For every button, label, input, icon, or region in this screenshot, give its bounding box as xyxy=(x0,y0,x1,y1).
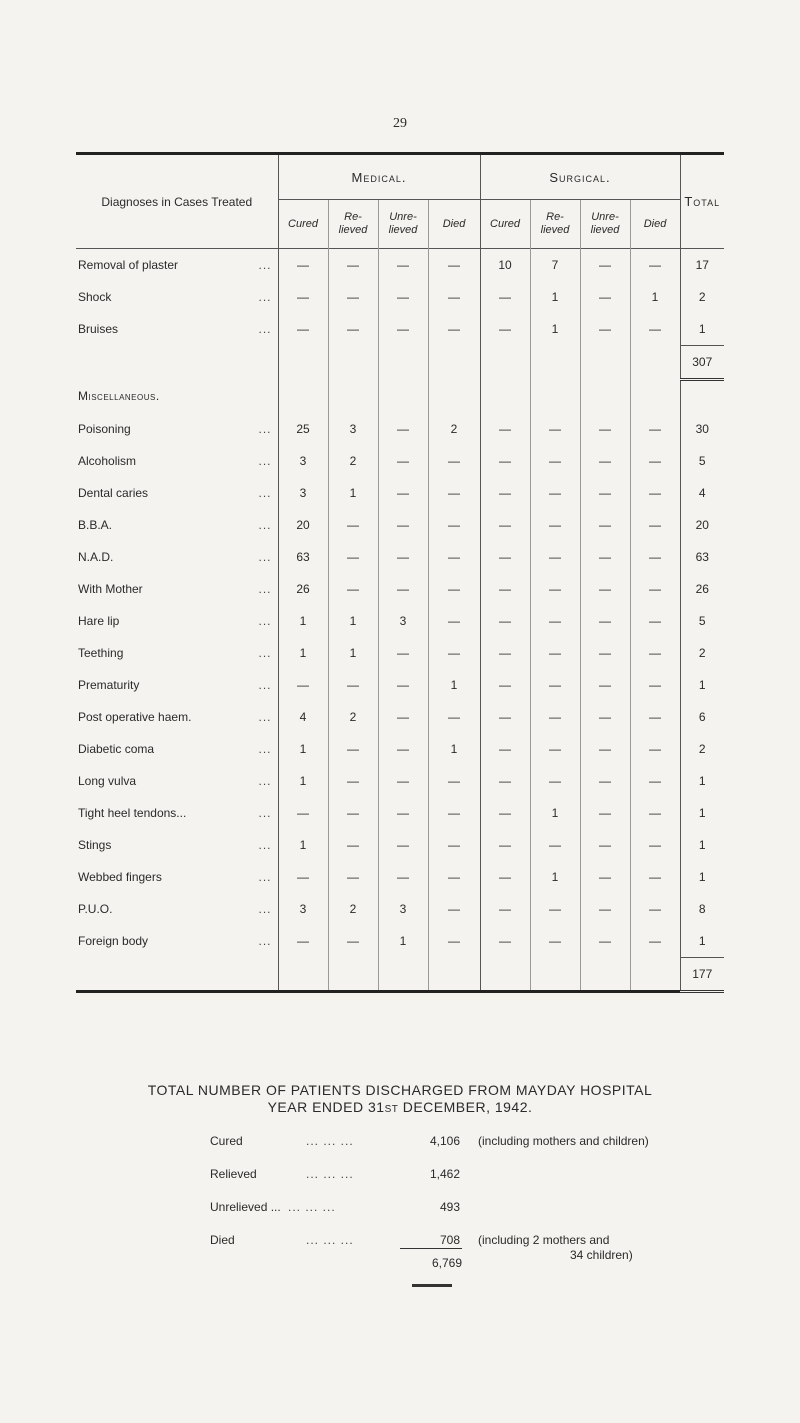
table-cell: — xyxy=(630,637,680,669)
table-cell: 1 xyxy=(328,605,378,637)
table-cell: 10 xyxy=(480,249,530,281)
table-cell: — xyxy=(428,541,480,573)
row-total: 6 xyxy=(680,701,724,733)
table-cell: — xyxy=(580,541,630,573)
table-cell: — xyxy=(530,829,580,861)
row-total: 1 xyxy=(680,765,724,797)
row-total: 20 xyxy=(680,509,724,541)
table-cell: — xyxy=(580,313,630,346)
table-cell: 1 xyxy=(378,925,428,958)
table-cell: — xyxy=(428,829,480,861)
table-cell: — xyxy=(328,313,378,346)
table-cell: 1 xyxy=(278,733,328,765)
table-cell: — xyxy=(378,637,428,669)
table-cell: 1 xyxy=(630,281,680,313)
sub-header-0: Cured xyxy=(278,200,328,249)
table-cell: 2 xyxy=(328,701,378,733)
table-cell: — xyxy=(630,605,680,637)
table-cell: 25 xyxy=(278,413,328,445)
table-cell: 3 xyxy=(378,605,428,637)
subtotal-top: 307 xyxy=(680,346,724,380)
table-cell: — xyxy=(630,893,680,925)
table-cell: — xyxy=(378,669,428,701)
medical-header: Medical. xyxy=(278,155,480,200)
table-cell: — xyxy=(580,445,630,477)
table-cell: 1 xyxy=(428,669,480,701)
table-cell: — xyxy=(480,445,530,477)
table-cell: — xyxy=(480,477,530,509)
table-row xyxy=(76,669,724,701)
row-label: Post operative haem. ... xyxy=(78,710,272,724)
summary-label: Cured xyxy=(210,1134,243,1148)
sub-header-1: Re- lieved xyxy=(328,200,378,249)
table-cell: — xyxy=(328,765,378,797)
table-cell: — xyxy=(580,893,630,925)
table-cell: — xyxy=(480,413,530,445)
row-total: 1 xyxy=(680,829,724,861)
summary-value: 708 xyxy=(439,1233,460,1247)
table-cell: — xyxy=(630,669,680,701)
sub-header-2: Unre- lieved xyxy=(378,200,428,249)
table-cell: — xyxy=(328,925,378,958)
table-cell: — xyxy=(480,797,530,829)
sub-header-6: Unre- lieved xyxy=(580,200,630,249)
row-label: B.B.A. ... xyxy=(78,518,272,532)
table-cell: — xyxy=(530,509,580,541)
summary-label: Relieved xyxy=(210,1167,257,1181)
table-cell: — xyxy=(630,733,680,765)
row-label: Diabetic coma ... xyxy=(78,742,272,756)
table-cell: — xyxy=(328,797,378,829)
table-cell: — xyxy=(530,637,580,669)
table-cell: — xyxy=(328,733,378,765)
section-row xyxy=(76,380,724,414)
table-row xyxy=(76,413,724,445)
grand-total-underline xyxy=(412,1284,452,1287)
table-cell: — xyxy=(378,765,428,797)
table-cell: — xyxy=(428,797,480,829)
table-cell: 3 xyxy=(378,893,428,925)
table-cell: — xyxy=(530,477,580,509)
subtotal-misc: 177 xyxy=(680,958,724,992)
table-cell: — xyxy=(378,413,428,445)
table-cell: 26 xyxy=(278,573,328,605)
summary-row: Cured ... ... ... 4,106 (including mothers and children) xyxy=(210,1134,649,1148)
table-cell: 1 xyxy=(530,797,580,829)
table-cell: — xyxy=(580,925,630,958)
table-cell: — xyxy=(630,413,680,445)
table-row xyxy=(76,861,724,893)
table-cell: — xyxy=(328,541,378,573)
table-cell: — xyxy=(378,509,428,541)
table-row xyxy=(76,477,724,509)
rows-misc xyxy=(76,413,724,958)
diagnoses-table xyxy=(76,152,724,993)
row-label: Hare lip ... xyxy=(78,614,272,628)
table-cell: — xyxy=(278,669,328,701)
summary-value: 1,462 xyxy=(429,1167,460,1181)
table-cell: 1 xyxy=(278,829,328,861)
row-total: 30 xyxy=(680,413,724,445)
table-row xyxy=(76,829,724,861)
table-cell: 2 xyxy=(328,893,378,925)
row-total: 1 xyxy=(680,669,724,701)
table-row xyxy=(76,445,724,477)
table-cell: — xyxy=(630,701,680,733)
table-cell: 1 xyxy=(278,605,328,637)
table-cell: — xyxy=(428,765,480,797)
table-cell: 1 xyxy=(530,281,580,313)
table-cell: 1 xyxy=(428,733,480,765)
row-total: 2 xyxy=(680,637,724,669)
table-cell: — xyxy=(378,445,428,477)
table-cell: — xyxy=(580,637,630,669)
table-cell: — xyxy=(378,797,428,829)
table-row xyxy=(76,893,724,925)
table-cell: — xyxy=(428,893,480,925)
table-row xyxy=(76,925,724,958)
table-cell: — xyxy=(378,701,428,733)
table-cell: — xyxy=(378,733,428,765)
table-cell: — xyxy=(428,925,480,958)
table-cell: — xyxy=(630,509,680,541)
table-cell: 4 xyxy=(278,701,328,733)
section-label: Miscellaneous. xyxy=(78,389,160,404)
row-total: 17 xyxy=(680,249,724,281)
summary-note: (including mothers and children) xyxy=(478,1134,649,1148)
table-cell: — xyxy=(630,765,680,797)
grand-total: 6,769 xyxy=(400,1248,462,1270)
table-cell: — xyxy=(378,861,428,893)
sub-header-4: Cured xyxy=(480,200,530,249)
table-row xyxy=(76,249,724,281)
row-label: N.A.D. ... xyxy=(78,550,272,564)
subtotal-top-row xyxy=(76,346,724,380)
row-label: Bruises ... xyxy=(78,322,272,337)
table-cell: — xyxy=(278,313,328,346)
row-total: 8 xyxy=(680,893,724,925)
table-cell: — xyxy=(480,829,530,861)
surgical-header: Surgical. xyxy=(480,155,680,200)
table-row xyxy=(76,765,724,797)
diagnoses-header: Diagnoses in Cases Treated xyxy=(101,194,253,209)
table-cell: — xyxy=(278,861,328,893)
row-label: Teething ... xyxy=(78,646,272,660)
table-cell: — xyxy=(580,861,630,893)
table-cell: — xyxy=(530,573,580,605)
table-cell: — xyxy=(530,765,580,797)
table-cell: — xyxy=(378,249,428,281)
table-cell: — xyxy=(630,829,680,861)
table-cell: — xyxy=(580,509,630,541)
table-cell: — xyxy=(278,281,328,313)
row-total: 63 xyxy=(680,541,724,573)
table-cell: — xyxy=(480,573,530,605)
table-cell: — xyxy=(328,281,378,313)
table-cell: — xyxy=(480,925,530,958)
table-cell: — xyxy=(480,637,530,669)
table-cell: — xyxy=(580,765,630,797)
summary-note: (including 2 mothers and xyxy=(478,1233,610,1247)
table-cell: — xyxy=(480,313,530,346)
row-label: Dental caries ... xyxy=(78,486,272,500)
row-total: 26 xyxy=(680,573,724,605)
sub-header-7: Died xyxy=(630,200,680,249)
table-cell: — xyxy=(580,573,630,605)
table-cell: 20 xyxy=(278,509,328,541)
table-cell: — xyxy=(630,477,680,509)
table-cell: 2 xyxy=(328,445,378,477)
row-total: 1 xyxy=(680,861,724,893)
table-row xyxy=(76,313,724,346)
table-cell: — xyxy=(530,413,580,445)
table-row xyxy=(76,573,724,605)
table-cell: — xyxy=(580,701,630,733)
summary-label: Unrelieved ... xyxy=(210,1200,281,1214)
summary-label: Died xyxy=(210,1233,235,1247)
row-label: Tight heel tendons... ... xyxy=(78,806,272,820)
table-cell: — xyxy=(580,797,630,829)
table-cell: — xyxy=(580,733,630,765)
table-cell: 3 xyxy=(278,445,328,477)
summary-row: Relieved ... ... ... 1,462 xyxy=(210,1167,460,1181)
summary-value: 493 xyxy=(439,1200,460,1214)
table-row xyxy=(76,509,724,541)
table-cell: — xyxy=(530,669,580,701)
table-cell: — xyxy=(630,573,680,605)
table-cell: 1 xyxy=(278,637,328,669)
row-label: Alcoholism ... xyxy=(78,454,272,468)
table-cell: — xyxy=(378,573,428,605)
row-label: Poisoning ... xyxy=(78,422,272,436)
table-cell: — xyxy=(428,313,480,346)
table-cell: — xyxy=(278,925,328,958)
row-label: P.U.O. ... xyxy=(78,902,272,916)
row-total: 1 xyxy=(680,797,724,829)
table-cell: — xyxy=(480,509,530,541)
row-total: 5 xyxy=(680,445,724,477)
table-cell: — xyxy=(378,541,428,573)
table-cell: 3 xyxy=(328,413,378,445)
table-cell: — xyxy=(480,733,530,765)
table-cell: — xyxy=(530,605,580,637)
row-label: Long vulva ... xyxy=(78,774,272,788)
subtotal-misc-row xyxy=(76,958,724,992)
row-total: 1 xyxy=(680,925,724,958)
table-cell: — xyxy=(278,249,328,281)
table-cell: 1 xyxy=(328,637,378,669)
table-cell: — xyxy=(630,249,680,281)
table-cell: — xyxy=(328,573,378,605)
table-cell: 1 xyxy=(530,861,580,893)
rows-top xyxy=(76,249,724,346)
table-cell: — xyxy=(328,861,378,893)
table-cell: 63 xyxy=(278,541,328,573)
table-cell: — xyxy=(428,701,480,733)
table-row xyxy=(76,797,724,829)
table-cell: — xyxy=(328,249,378,281)
table-cell: 1 xyxy=(328,477,378,509)
table-cell: — xyxy=(480,669,530,701)
table-cell: — xyxy=(580,669,630,701)
table-cell: — xyxy=(328,829,378,861)
table-cell: — xyxy=(328,669,378,701)
table-cell: — xyxy=(530,541,580,573)
table-cell: — xyxy=(378,477,428,509)
row-label: Shock ... xyxy=(78,290,272,304)
table-row xyxy=(76,605,724,637)
summary-title-line2: YEAR ENDED 31st DECEMBER, 1942. xyxy=(267,1099,533,1115)
table-cell: — xyxy=(428,605,480,637)
table-cell: — xyxy=(480,605,530,637)
table-cell: 7 xyxy=(530,249,580,281)
table-cell: — xyxy=(530,893,580,925)
table-row xyxy=(76,541,724,573)
row-label: Foreign body ... xyxy=(78,934,272,949)
table-cell: — xyxy=(328,509,378,541)
table-cell: — xyxy=(530,925,580,958)
table-cell: — xyxy=(428,249,480,281)
table-cell: — xyxy=(580,605,630,637)
table-row xyxy=(76,281,724,313)
table-cell: 2 xyxy=(428,413,480,445)
row-total: 4 xyxy=(680,477,724,509)
table-cell: — xyxy=(580,477,630,509)
page-number: 29 xyxy=(393,116,407,131)
row-total: 2 xyxy=(680,281,724,313)
table-row xyxy=(76,701,724,733)
table-cell: — xyxy=(480,281,530,313)
summary-title-line1: TOTAL NUMBER OF PATIENTS DISCHARGED FROM MAYDAY HOSPITAL xyxy=(147,1082,653,1098)
row-total: 2 xyxy=(680,733,724,765)
table-cell: — xyxy=(630,541,680,573)
table-cell: — xyxy=(428,477,480,509)
table-cell: 1 xyxy=(530,313,580,346)
row-label: Prematurity ... xyxy=(78,678,272,692)
table-cell: — xyxy=(630,445,680,477)
row-label: Stings ... xyxy=(78,838,272,852)
row-label: With Mother ... xyxy=(78,582,272,596)
table-cell: — xyxy=(480,541,530,573)
summary-row: Unrelieved ... ... ... ... 493 xyxy=(210,1200,460,1214)
table-cell: — xyxy=(630,925,680,958)
sub-header-3: Died xyxy=(428,200,480,249)
table-cell: — xyxy=(428,509,480,541)
table-cell: — xyxy=(480,861,530,893)
row-total: 5 xyxy=(680,605,724,637)
table-cell: — xyxy=(580,829,630,861)
table-cell: — xyxy=(428,637,480,669)
table-cell: — xyxy=(630,797,680,829)
sub-header-5: Re- lieved xyxy=(530,200,580,249)
table-cell: — xyxy=(530,733,580,765)
table-cell: — xyxy=(378,313,428,346)
row-label: Webbed fingers ... xyxy=(78,870,272,884)
table-cell: — xyxy=(480,765,530,797)
total-header: Total xyxy=(680,155,724,249)
table-cell: — xyxy=(630,313,680,346)
table-cell: — xyxy=(428,861,480,893)
summary-row: Died ... ... ... 708 (including 2 mothers and 34 children) xyxy=(210,1233,633,1262)
summary-value: 4,106 xyxy=(429,1134,460,1148)
table-cell: — xyxy=(530,445,580,477)
table-row xyxy=(76,637,724,669)
table-cell: — xyxy=(278,797,328,829)
summary-note-cont: 34 children) xyxy=(570,1248,633,1262)
row-total: 1 xyxy=(680,313,724,346)
table-cell: 3 xyxy=(278,477,328,509)
table-cell: — xyxy=(428,281,480,313)
table-cell: — xyxy=(630,861,680,893)
table-cell: — xyxy=(480,893,530,925)
table-cell: — xyxy=(428,573,480,605)
summary-list xyxy=(210,1126,730,1262)
row-label: Removal of plaster ... xyxy=(78,258,272,272)
summary-title xyxy=(0,1082,800,1116)
table-cell: — xyxy=(580,413,630,445)
table-cell: — xyxy=(580,249,630,281)
table-row xyxy=(76,733,724,765)
table-cell: — xyxy=(428,445,480,477)
table-cell: 1 xyxy=(278,765,328,797)
table-cell: 3 xyxy=(278,893,328,925)
table-cell: — xyxy=(530,701,580,733)
table-cell: — xyxy=(480,701,530,733)
table-cell: — xyxy=(378,281,428,313)
table-cell: — xyxy=(580,281,630,313)
table-cell: — xyxy=(378,829,428,861)
